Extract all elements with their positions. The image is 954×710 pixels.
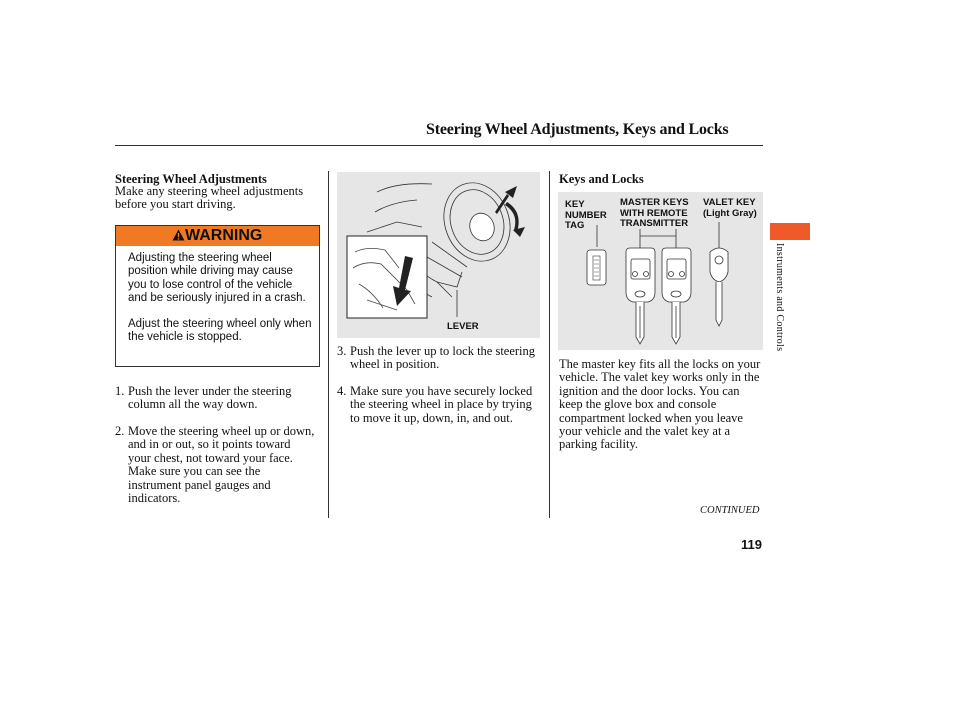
keys-paragraph: The master key fits all the locks on your vehicle. The valet key works only in the ignition and the door locks. You can keep the glove box and console compartment locked when you leave your vehicle and the valet key at a parking facility.	[559, 357, 761, 452]
section-heading-steering: Steering Wheel Adjustments	[115, 172, 267, 186]
page-title: Steering Wheel Adjustments, Keys and Locks	[426, 121, 729, 138]
list-item	[115, 425, 315, 505]
key-number-tag-label: KEY NUMBER TAG	[565, 199, 607, 231]
keys-illustration	[558, 192, 763, 350]
list-item	[337, 385, 542, 425]
step-number: 1.	[115, 384, 125, 398]
warning-label: WARNING	[185, 227, 263, 244]
master-keys-label: MASTER KEYS WITH REMOTE TRANSMITTER	[620, 197, 689, 229]
warning-header	[116, 226, 319, 246]
page-number: 119	[741, 537, 762, 552]
warning-paragraph: Adjust the steering wheel only when the vehicle is stopped.	[128, 317, 312, 344]
list-item	[115, 385, 315, 412]
warning-box	[115, 225, 320, 367]
keys-figure	[558, 192, 763, 350]
column-divider-1	[328, 171, 329, 518]
side-tab-label: Instruments and Controls	[774, 243, 785, 352]
step-text: Push the lever up to lock the steering wheel in position.	[350, 344, 536, 372]
step-number: 3.	[337, 344, 347, 358]
warning-body	[128, 252, 313, 356]
side-tab-label-container	[773, 243, 785, 373]
column-divider-2	[549, 171, 550, 518]
step-text: Make sure you have securely locked the steering wheel in place by trying to move it up, down, in, and out.	[350, 384, 533, 425]
warning-paragraph: Adjusting the steering wheel position while driving may cause you to lose control of the vehicle and be seriously injured in a crash.	[128, 252, 306, 305]
warning-triangle-icon	[172, 229, 185, 241]
section-heading-keys: Keys and Locks	[559, 172, 644, 186]
valet-key-label: VALET KEY (Light Gray)	[703, 197, 757, 219]
step-number: 4.	[337, 384, 347, 398]
header-rule	[115, 145, 763, 146]
step-text: Push the lever under the steering column all the way down.	[128, 384, 292, 412]
continued-label: CONTINUED	[700, 505, 760, 516]
step-text: Move the steering wheel up or down, and in or out, so it points toward your chest, not toward your face. Make sure you can see the instrument panel gauges and indicators.	[128, 424, 315, 506]
lever-label: LEVER	[447, 321, 479, 332]
list-item	[337, 345, 542, 372]
steering-lever-figure	[337, 172, 540, 338]
steering-column-illustration	[337, 172, 540, 338]
section-tab-marker	[770, 223, 810, 240]
step-number: 2.	[115, 424, 125, 438]
steering-intro: Make any steering wheel adjustments before you start driving.	[115, 184, 304, 212]
